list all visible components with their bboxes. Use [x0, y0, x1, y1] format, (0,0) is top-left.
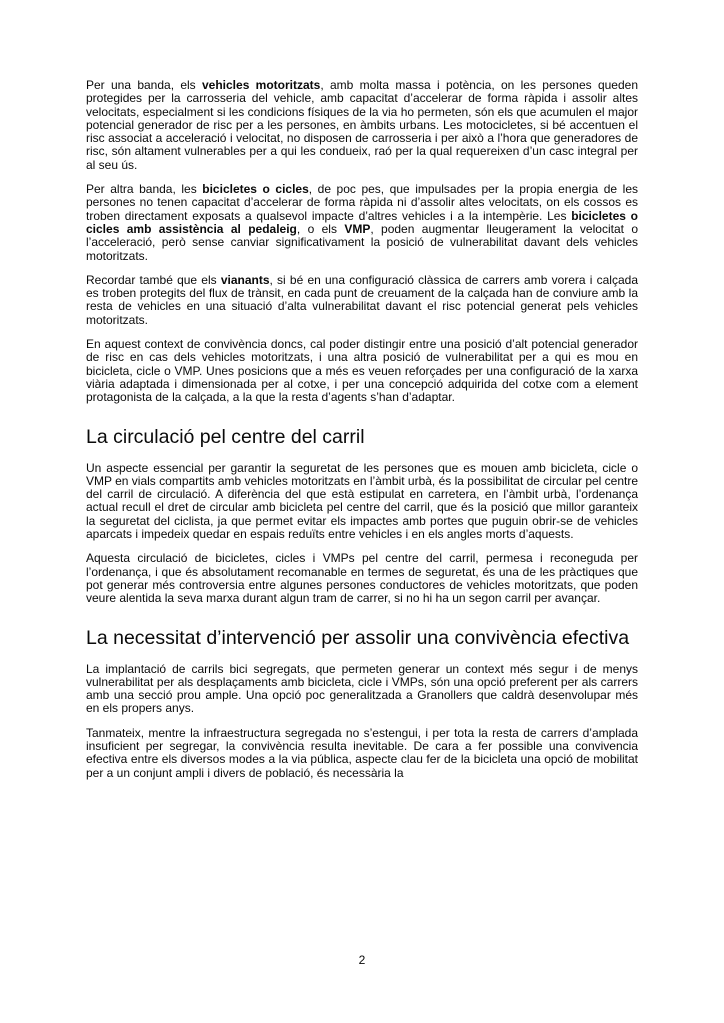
section-heading: La necessitat d’intervenció per assolir una convivència efectiva — [86, 626, 630, 649]
paragraph — [86, 274, 638, 327]
text-run: , o els — [296, 221, 345, 236]
bold-text-run: bicicletes o cicles amb assistència al pedaleig — [86, 208, 638, 236]
bold-text-run: bicicletes o cicles — [202, 182, 309, 197]
text-run: La implantació de carrils bici segregats, que permeten generar un context més segur i de menys vulnerabilitat per als desplaçaments amb bicicleta, cicle i VMPs, són una opció preferent per als carrers amb una secció prou ample. Una opció poc generalitzada a Granollers que caldrà desenvolupar més en els propers anys. — [86, 661, 638, 716]
text-run: Un aspecte essencial per garantir la seguretat de les persones que es mouen amb bicicleta, cicle o VMP en vials compartits amb vehicles motoritzats en l’àmbit urbà, és la possibilitat de circular pel centre del carril de circulació. A diferència del que està estipulat en carretera, en l’àmbit urbà, l’ordenança actual recull el dret de circular amb bicicleta pel centre del carril, que és la posició que millor garanteix la seguretat del ciclista, ja que permet evitar els impactes amb portes que puguin obrir-se de vehicles aparcats i impedeix quedar en espais reduïts entre vehicles i en els angles morts d’aquests. — [86, 460, 639, 542]
text-run: , si bé en una configuració clàssica de carrers amb vorera i calçada es troben protegits del flux de trànsit, en cada punt de creuament de la calçada han de conviure amb la resta de vehicles en una situació d’alta vulnerabilitat davant el risc potencial generat pels vehicles motoritzats. — [86, 272, 638, 327]
text-run: , amb molta massa i potència, on les persones queden protegides per la carrosseria del vehicle, amb capacitat d’accelerar de forma ràpida i assolir altes velocitats, especialment si les condicions físiques de la via ho permeten, són els que acumulen el major potencial generador de risc per a les persones, en àmbits urbans. Les motocicletes, si bé accentuen el risc associat a acceleració i velocitat, no disposen de carrosseria i per això a l’hora que generadores de risc, són altament vulnerables per a qui les condueix, raó per la qual requereixen d’un casc integral per al seu ús. — [86, 78, 639, 172]
text-run: , de poc pes, que impulsades per la propia energia de les persones no tenen capacitat d’accelerar de forma ràpida ni d’assolir altes velocitats, on els cossos es troben directament exposats a qualsevol impacte d’altres vehicles i a la intempèrie. Les — [86, 182, 638, 223]
section-heading: La circulació pel centre del carril — [86, 425, 365, 448]
page-number: 2 — [358, 953, 366, 967]
document-content — [86, 79, 638, 791]
paragraph — [86, 552, 638, 605]
text-run: En aquest context de convivència doncs, cal poder distingir entre una posició d’alt potencial generador de risc en cas dels vehicles motoritzats, i una altra posició de vulnerabilitat per a qui es mou en bicicleta, cicle o VMP. Unes posicions que a més es veuen reforçades per una configuració de la xarxa viària adaptada i dimensionada per al cotxe, i per una concepció adquirida del cotxe com a element protagonista de la calçada, a la que la resta d’agents s’han d’adaptar. — [86, 337, 638, 405]
text-run: Per altra banda, les — [86, 182, 203, 197]
paragraph — [86, 79, 638, 172]
text-run: Tanmateix, mentre la infraestructura segregada no s’estengui, i per tota la resta de carrers d’amplada insuficient per segregar, la convivència resulta inevitable. De cara a fer possible una convivencia efectiva entre els diversos modes a la via pública, aspecte clau fer de la bicicleta una opció de mobilitat per a un conjunt ampli i divers de població, és necessària la — [86, 725, 638, 780]
paragraph — [86, 727, 638, 780]
bold-text-run: vehicles motoritzats — [202, 78, 321, 92]
paragraph — [86, 462, 638, 542]
text-run: Per una banda, els — [86, 78, 202, 92]
text-run: Aquesta circulació de bicicletes, cicles i VMPs pel centre del carril, permesa i reconeguda per l’ordenança, i que és absolutament recomanable en termes de seguretat, és una de les pràctiques que pot generar més controversia entre algunes persones conductores de vehicles motoritzats, que poden veure alentida la seva marxa durant algun tram de carrer, si no hi ha un segon carril per avançar. — [86, 551, 638, 606]
paragraph — [86, 183, 638, 263]
text-run: Recordar també que els — [86, 272, 221, 287]
paragraph — [86, 663, 638, 716]
text-run: , poden augmentar lleugerament la velocitat o l’acceleració, però sense canviar significativament la posició de vulnerabilitat davant dels vehicles motoritzats. — [86, 221, 638, 263]
page-footer — [0, 953, 724, 967]
bold-text-run: VMP — [344, 221, 371, 236]
paragraph — [86, 338, 638, 404]
bold-text-run: vianants — [220, 272, 270, 287]
